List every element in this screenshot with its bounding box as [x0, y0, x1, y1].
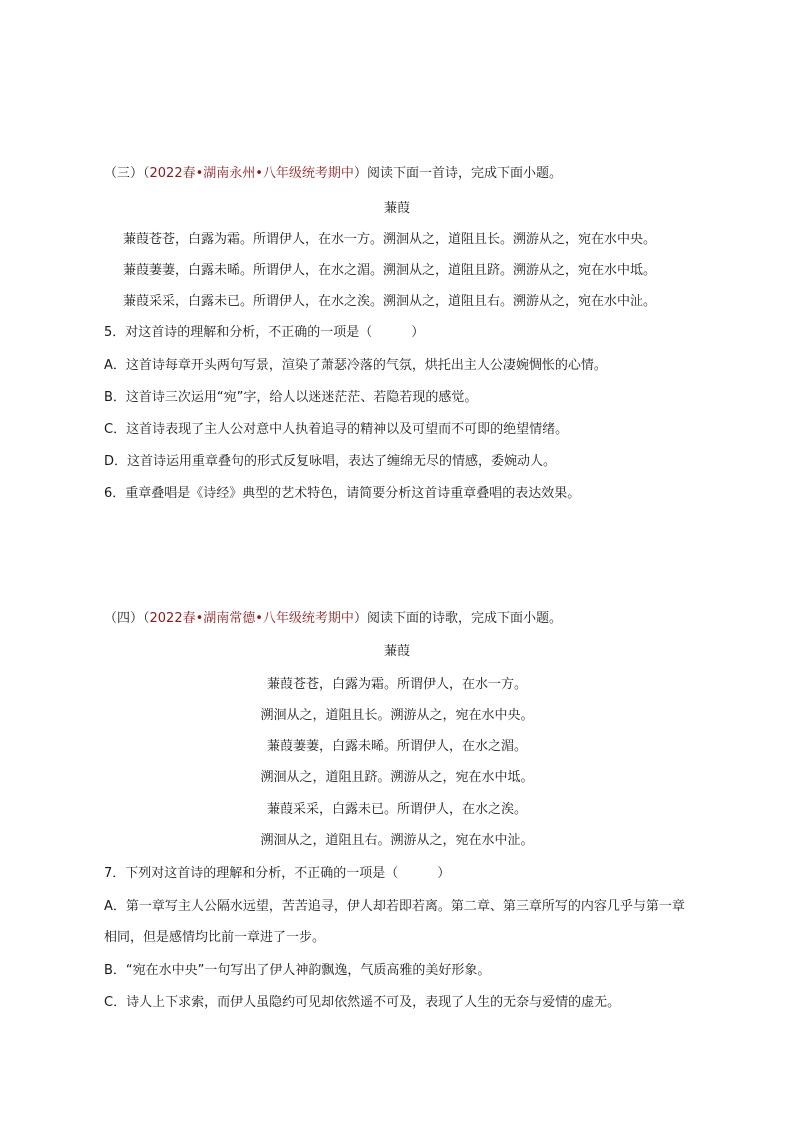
section4-poem-line: 溯洄从之，道阻且长。溯游从之，宛在水中央。 — [260, 708, 534, 723]
section4-poem-line: 溯洄从之，道阻且右。溯游从之，宛在水中沚。 — [260, 833, 534, 848]
section4-poem-line: 蒹葭苍苍，白露为霜。所谓伊人，在水一方。 — [266, 677, 527, 692]
question-5-option-c: C．这首诗表现了主人公对意中人执着追寻的精神以及可望而不可即的绝望情绪。 — [104, 422, 569, 437]
section4-heading: （四）（2022春•湖南常德•八年级统考期中）阅读下面的诗歌，完成下面小题。 — [104, 611, 562, 626]
question-5-stem: 5．对这首诗的理解和分析，不正确的一项是（ ） — [104, 325, 425, 340]
section3-poem-line: 蒹葭苍苍，白露为霜。所谓伊人，在水一方。溯洄从之，道阻且长。溯游从之，宛在水中央。 — [123, 232, 657, 247]
question-7-option-a-continued: 相同，但是感情均比前一章进了一步。 — [104, 930, 326, 945]
question-5-option-d: D．这首诗运用重章叠句的形式反复咏唱，表达了缠绵无尽的情感，委婉动人。 — [104, 454, 557, 469]
section3-poem-line: 蒹葭萋萋，白露未晞。所谓伊人，在水之湄。溯洄从之，道阻且跻。溯游从之，宛在水中坻。 — [123, 263, 657, 278]
question-7-stem: 7．下列对这首诗的理解和分析，不正确的一项是（ ） — [104, 866, 451, 881]
section3-source: 2022春•湖南永州•八年级统考期中 — [149, 166, 354, 181]
question-5-option-a: A．这首诗每章开头两句写景，渲染了萧瑟冷落的气氛，烘托出主人公凄婉惆怅的心情。 — [104, 358, 607, 373]
question-7-option-c: C．诗人上下求索，而伊人虽隐约可见却依然遥不可及，表现了人生的无奈与爱情的虚无。 — [104, 995, 621, 1010]
section4-poem-line: 溯洄从之，道阻且跻。溯游从之，宛在水中坻。 — [260, 770, 534, 785]
section4-source: 2022春•湖南常德•八年级统考期中 — [149, 611, 354, 626]
section4-poem-line: 蒹葭采采，白露未已。所谓伊人，在水之涘。 — [266, 802, 527, 817]
section3-poem-title: 蒹葭 — [383, 201, 410, 216]
question-7-option-a: A．第一章写主人公隔水远望，苦苦追寻，伊人却若即若离。第二章、第三章所写的内容几乎与第一章 — [104, 899, 685, 914]
section3-heading: （三）（2022春•湖南永州•八年级统考期中）阅读下面一首诗，完成下面小题。 — [104, 166, 562, 181]
question-6-stem: 6．重章叠唱是《诗经》典型的艺术特色，请简要分析这首诗重章叠唱的表达效果。 — [104, 486, 581, 501]
question-5-option-b: B．这首诗三次运用“宛”字，给人以迷迷茫茫、若隐若现的感觉。 — [104, 390, 478, 405]
section3-poem-line: 蒹葭采采，白露未已。所谓伊人，在水之涘。溯洄从之，道阻且右。溯游从之，宛在水中沚。 — [123, 294, 657, 309]
question-7-option-b: B．“宛在水中央”一句写出了伊人神韵飘逸，气质高雅的美好形象。 — [104, 963, 491, 978]
section4-poem-title: 蒹葭 — [383, 644, 410, 659]
section4-poem-line: 蒹葭萋萋，白露未晞。所谓伊人，在水之湄。 — [266, 739, 527, 754]
